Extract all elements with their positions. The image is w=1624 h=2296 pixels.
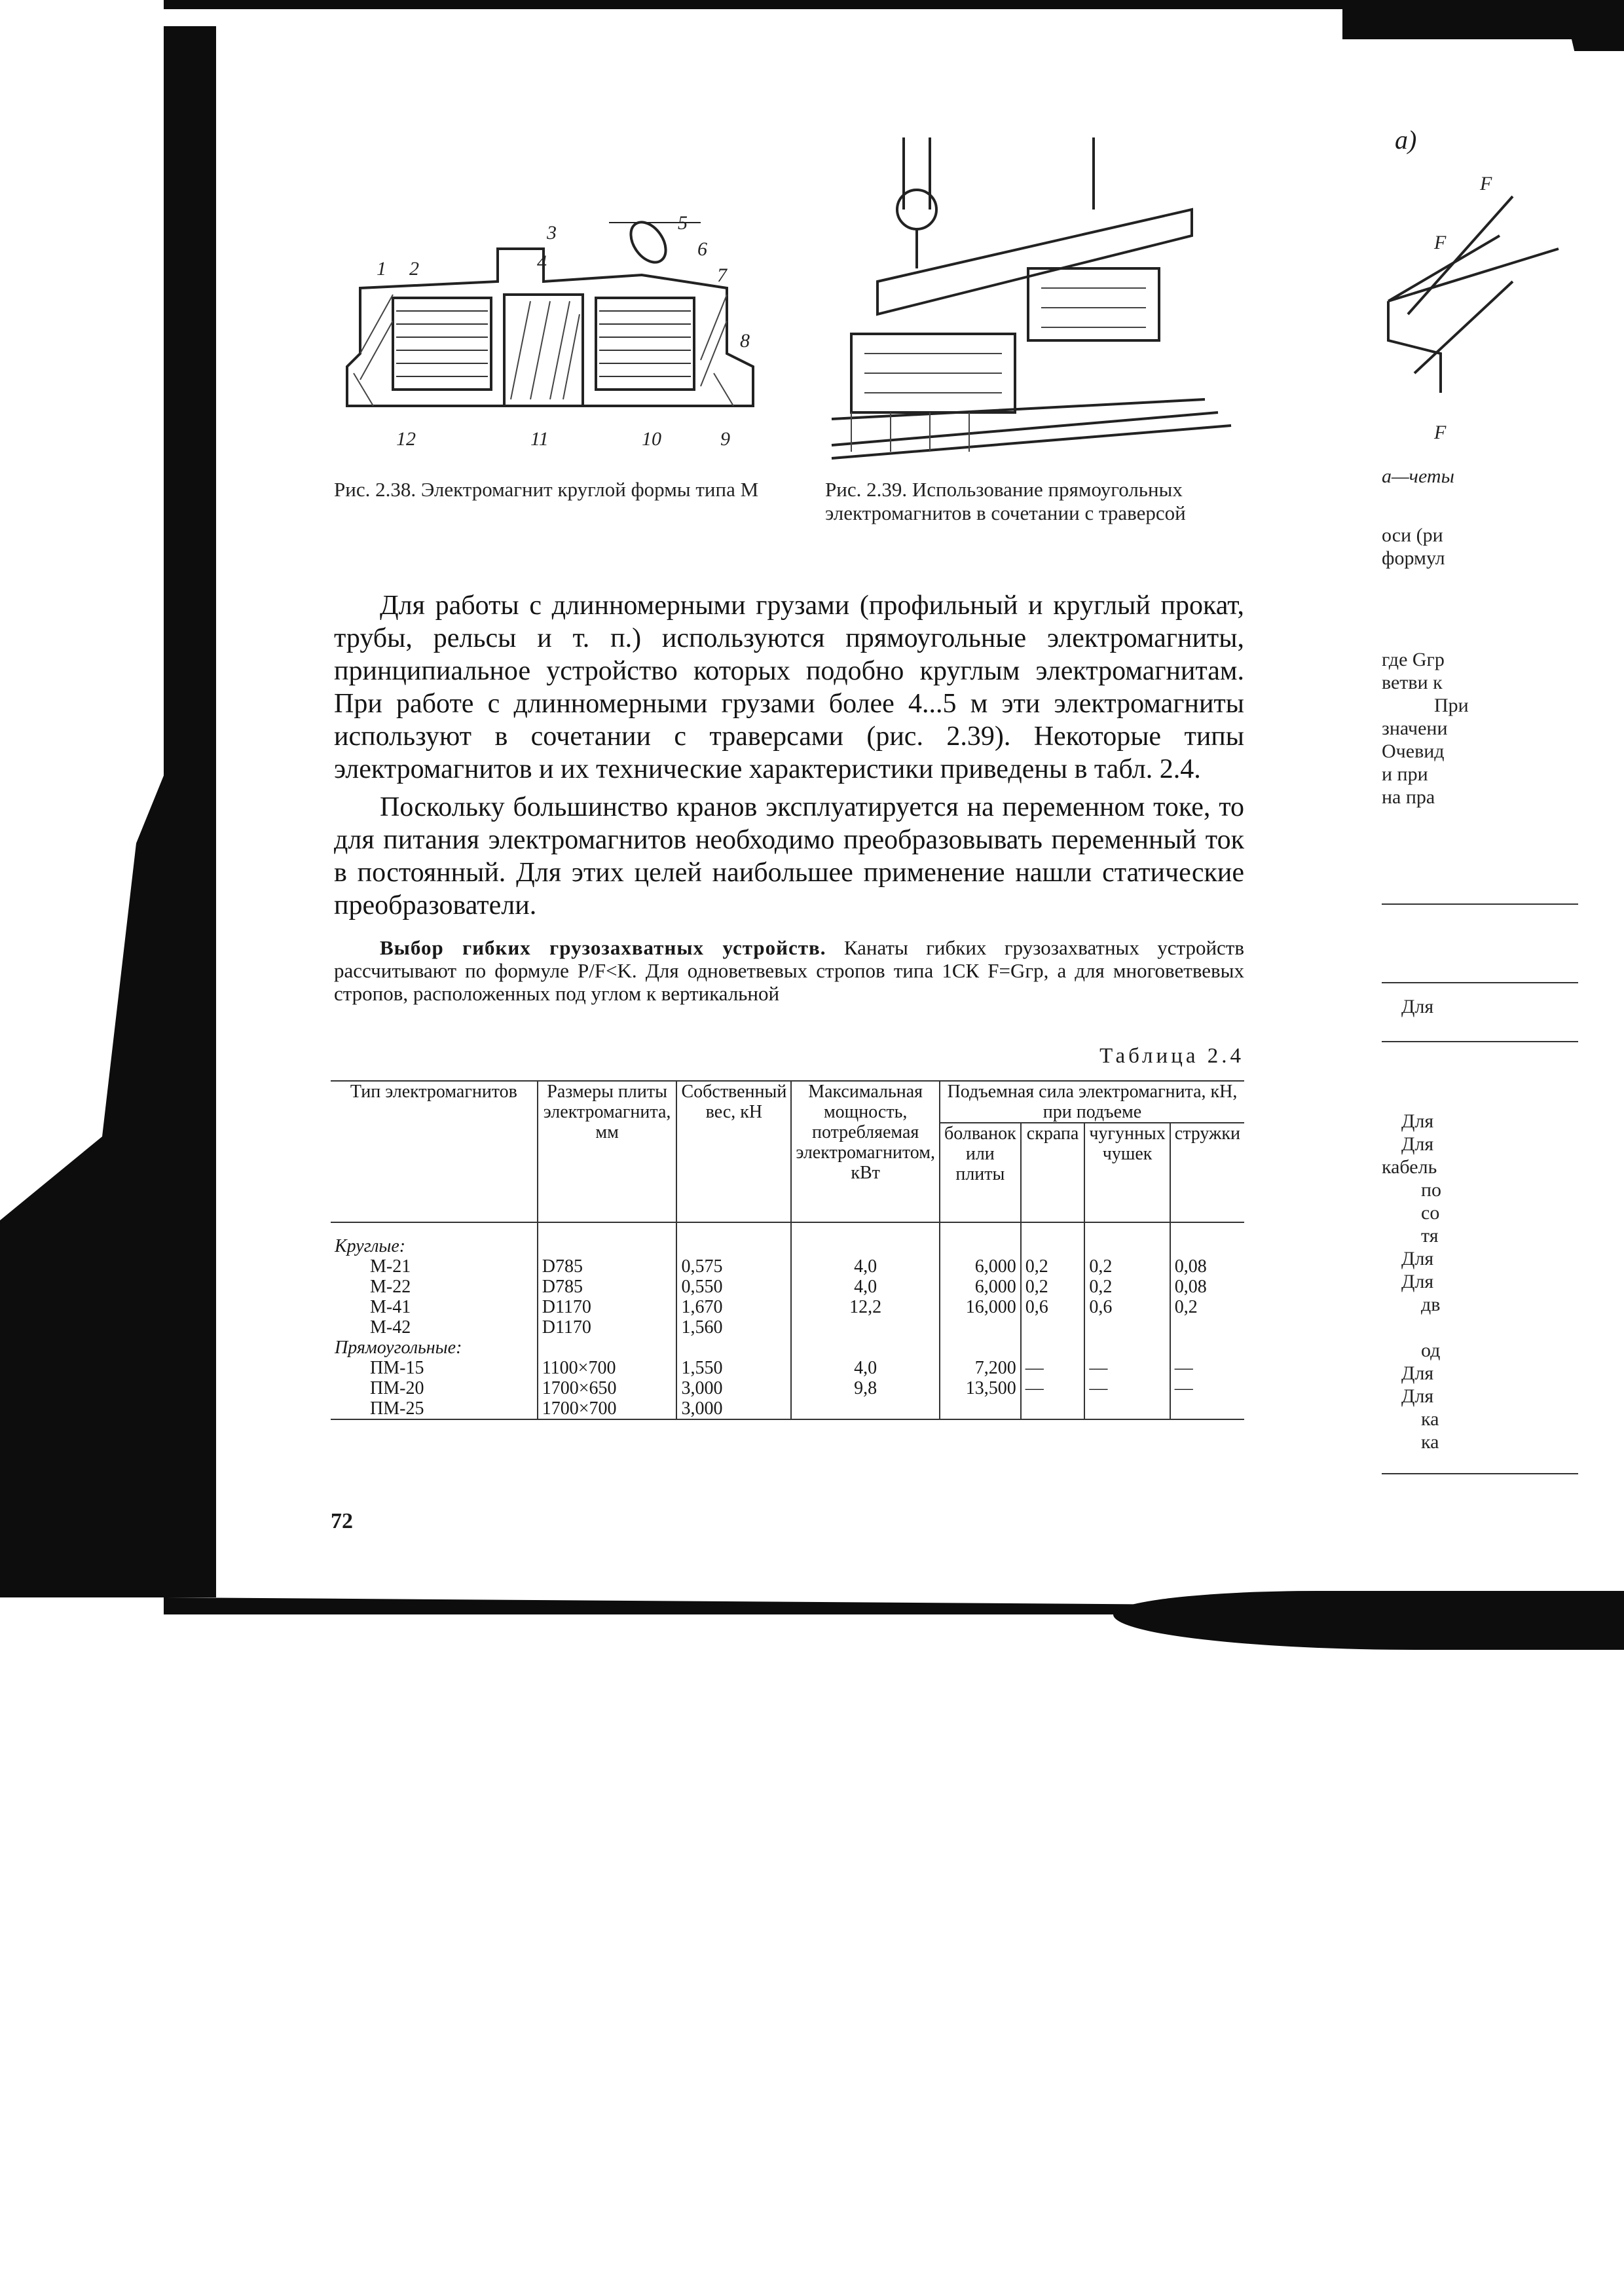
scan-border-bottom-blob xyxy=(1113,1591,1624,1650)
cell-lift-pigs xyxy=(1084,1398,1170,1419)
right-line: на пра xyxy=(1382,786,1435,808)
svg-text:8: 8 xyxy=(740,330,750,352)
header-weight: Собственный вес, кН xyxy=(676,1081,791,1222)
scan-border-left xyxy=(164,26,216,1597)
cell-weight: 1,550 xyxy=(676,1358,791,1378)
right-line: дв xyxy=(1421,1294,1441,1315)
cell-lift-scrap xyxy=(1021,1398,1085,1419)
cell-weight: 0,550 xyxy=(676,1277,791,1297)
right-line: Для xyxy=(1401,1271,1434,1292)
table-row xyxy=(331,1378,1244,1398)
right-fig-label-f3: F xyxy=(1434,422,1447,443)
cell-lift-chips xyxy=(1170,1398,1244,1419)
paragraph-2: Поскольку большинство кранов эксплуатируется на переменном токе, то для питания электромагнитов необходимо преобразовывать переменный ток в постоянный. Для этих целей наибольшее применение нашли статические преобразователи. xyxy=(334,792,1244,920)
right-line: кабель xyxy=(1382,1156,1437,1178)
cell-lift-scrap: — xyxy=(1021,1358,1085,1378)
right-fig-label-f2: F xyxy=(1434,232,1447,253)
cell-weight: 1,560 xyxy=(676,1317,791,1338)
scan-border-top-right xyxy=(1342,0,1624,39)
table-row xyxy=(331,1256,1244,1277)
header-power: Максимальная мощность, потребляемая электромагнитом, кВт xyxy=(791,1081,940,1222)
cell-lift-chips: — xyxy=(1174,1358,1193,1378)
cell-type: М-41 xyxy=(331,1297,538,1317)
right-figure-label: a) xyxy=(1395,125,1417,155)
cell-power: 9,8 xyxy=(791,1378,940,1398)
scan-border-left-spill xyxy=(0,759,170,1597)
cell-lift-scrap: 0,2 xyxy=(1021,1277,1085,1297)
svg-text:11: 11 xyxy=(530,428,549,450)
cell-lift-chips: 0,2 xyxy=(1174,1297,1198,1317)
right-line: ветви к xyxy=(1382,672,1443,693)
cell-size: D1170 xyxy=(538,1317,677,1338)
cell-weight: 3,000 xyxy=(676,1398,791,1419)
cell-lift-pigs: 0,6 xyxy=(1084,1297,1170,1317)
right-rule xyxy=(1382,1473,1578,1474)
svg-text:4: 4 xyxy=(537,251,547,273)
cell-lift-pigs: 0,2 xyxy=(1084,1277,1170,1297)
group-round: Круглые: xyxy=(331,1222,538,1256)
figure-2-39 xyxy=(825,137,1244,465)
cell-size: 1700×700 xyxy=(538,1398,677,1419)
header-lift-ingots: болванок или плиты xyxy=(940,1123,1021,1222)
header-type: Тип электромагнитов xyxy=(331,1081,538,1222)
svg-text:3: 3 xyxy=(547,222,557,244)
cell-lift-ingots xyxy=(940,1398,1021,1419)
svg-text:10: 10 xyxy=(642,428,661,450)
right-line: Очевид xyxy=(1382,740,1445,762)
svg-text:12: 12 xyxy=(396,428,416,450)
table-row xyxy=(331,1297,1244,1317)
right-rule xyxy=(1382,982,1578,983)
cell-type: М-21 xyxy=(331,1256,538,1277)
cell-lift-ingots: 7,200 xyxy=(940,1358,1021,1378)
cell-type: М-22 xyxy=(331,1277,538,1297)
right-fig-label-f1: F xyxy=(1480,173,1492,194)
table-row xyxy=(331,1317,1244,1338)
cell-type: ПМ-15 xyxy=(331,1358,538,1378)
table-row xyxy=(331,1277,1244,1297)
right-line: ка xyxy=(1421,1408,1439,1430)
table-2-4 xyxy=(331,1080,1244,1420)
right-rule xyxy=(1382,903,1578,905)
paragraph-3-heading: Выбор гибких грузозахватных устройств. xyxy=(380,936,826,959)
cell-lift-ingots: 16,000 xyxy=(940,1297,1021,1317)
right-line: и при xyxy=(1382,763,1428,785)
right-line: формул xyxy=(1382,547,1445,569)
cell-lift-scrap xyxy=(1021,1317,1085,1338)
body-text xyxy=(334,589,1244,922)
cell-lift-chips: — xyxy=(1174,1378,1193,1398)
table-title: Таблица 2.4 xyxy=(1099,1044,1244,1068)
header-lift-scrap: скрапа xyxy=(1021,1123,1085,1222)
cell-lift-ingots xyxy=(940,1317,1021,1338)
right-rule xyxy=(1382,1041,1578,1042)
right-line: ка xyxy=(1421,1431,1439,1453)
svg-text:7: 7 xyxy=(717,264,727,286)
cell-weight: 1,670 xyxy=(676,1297,791,1317)
right-line: где Gгр xyxy=(1382,649,1445,670)
svg-text:6: 6 xyxy=(697,238,707,260)
figure-2-38 xyxy=(334,210,766,458)
cell-lift-ingots: 13,500 xyxy=(940,1378,1021,1398)
cell-power: 4,0 xyxy=(791,1358,940,1378)
header-lift-chips: стружки xyxy=(1174,1123,1240,1144)
cell-power xyxy=(791,1317,940,1338)
cell-size: D1170 xyxy=(538,1297,677,1317)
right-line: При xyxy=(1434,695,1469,716)
cell-lift-chips: 0,08 xyxy=(1174,1277,1207,1297)
page-number: 72 xyxy=(331,1509,353,1533)
cell-type: М-42 xyxy=(331,1317,538,1338)
cell-lift-ingots: 6,000 xyxy=(940,1256,1021,1277)
header-lift-pigs: чугунных чушек xyxy=(1084,1123,1170,1222)
cell-lift-scrap: 0,2 xyxy=(1021,1256,1085,1277)
paragraph-3-text: Канаты гибких грузозахватных устройств рассчитывают по формуле P/F<K. Для одноветвевых стропов типа 1СК F=Gгр, а для многоветвевых стропов, расположенных под углом к вертикальной xyxy=(334,936,1244,1005)
cell-lift-scrap: — xyxy=(1021,1378,1085,1398)
paragraph-1: Для работы с длинномерными грузами (профильный и круглый прокат, трубы, рельсы и т. п.) используются прямоугольные электромагниты, принципиальное устройство которых подобно круглым электромагнитам. При работе с длинномерными грузами более 4...5 м эти электромагниты используют в сочетании с траверсами (рис. 2.39). Некоторые типы электромагнитов и их технические характеристики приведены в табл. 2.4. xyxy=(334,591,1244,784)
right-line: со xyxy=(1421,1202,1440,1224)
cell-power xyxy=(791,1398,940,1419)
electromagnet-round-drawing xyxy=(334,210,766,458)
right-column xyxy=(1382,124,1624,1499)
rectangular-electromagnets-drawing xyxy=(825,137,1244,465)
figure-2-39-caption: Рис. 2.39. Использование прямоугольных электромагнитов в сочетании с траверсой xyxy=(825,478,1186,524)
table-row xyxy=(331,1398,1244,1419)
right-line: Для xyxy=(1401,1385,1434,1407)
svg-text:2: 2 xyxy=(409,258,419,280)
right-line: Для xyxy=(1401,1248,1434,1269)
right-line: Для xyxy=(1401,1133,1434,1155)
svg-text:5: 5 xyxy=(678,212,688,234)
paragraph-3 xyxy=(334,936,1244,1005)
header-size: Размеры плиты электромагнита, мм xyxy=(538,1081,677,1222)
cell-lift-pigs: — xyxy=(1084,1358,1170,1378)
figure-2-38-caption: Рис. 2.38. Электромагнит круглой формы типа М xyxy=(334,478,759,501)
cell-lift-pigs: 0,2 xyxy=(1084,1256,1170,1277)
right-line: од xyxy=(1421,1339,1441,1361)
cell-lift-chips: 0,08 xyxy=(1174,1256,1207,1277)
cell-weight: 0,575 xyxy=(676,1256,791,1277)
cell-lift-pigs xyxy=(1084,1317,1170,1338)
right-line: по xyxy=(1421,1179,1442,1201)
cell-weight: 3,000 xyxy=(676,1378,791,1398)
right-line: Для xyxy=(1401,996,1434,1017)
right-line: тя xyxy=(1421,1225,1439,1247)
cell-power: 4,0 xyxy=(791,1256,940,1277)
right-line: а—четы xyxy=(1382,465,1454,487)
table-row xyxy=(331,1358,1244,1378)
group-rectangular: Прямоугольные: xyxy=(331,1338,538,1358)
cell-lift-scrap: 0,6 xyxy=(1021,1297,1085,1317)
cell-size: 1100×700 xyxy=(538,1358,677,1378)
cell-size: 1700×650 xyxy=(538,1378,677,1398)
cell-size: D785 xyxy=(538,1277,677,1297)
cell-type: ПМ-25 xyxy=(331,1398,538,1419)
cell-lift-pigs: — xyxy=(1084,1378,1170,1398)
svg-text:1: 1 xyxy=(377,258,386,280)
cell-type: ПМ-20 xyxy=(331,1378,538,1398)
cell-power: 4,0 xyxy=(791,1277,940,1297)
cell-size: D785 xyxy=(538,1256,677,1277)
right-line: Для xyxy=(1401,1110,1434,1132)
cell-power: 12,2 xyxy=(791,1297,940,1317)
right-line: Для xyxy=(1401,1362,1434,1384)
cell-lift-chips xyxy=(1170,1317,1244,1338)
cell-lift-ingots: 6,000 xyxy=(940,1277,1021,1297)
right-line: оси (ри xyxy=(1382,524,1443,546)
header-lift: Подъемная сила электромагнита, кН, при подъеме xyxy=(940,1081,1244,1123)
right-line: значени xyxy=(1382,718,1448,739)
svg-text:9: 9 xyxy=(720,428,730,450)
